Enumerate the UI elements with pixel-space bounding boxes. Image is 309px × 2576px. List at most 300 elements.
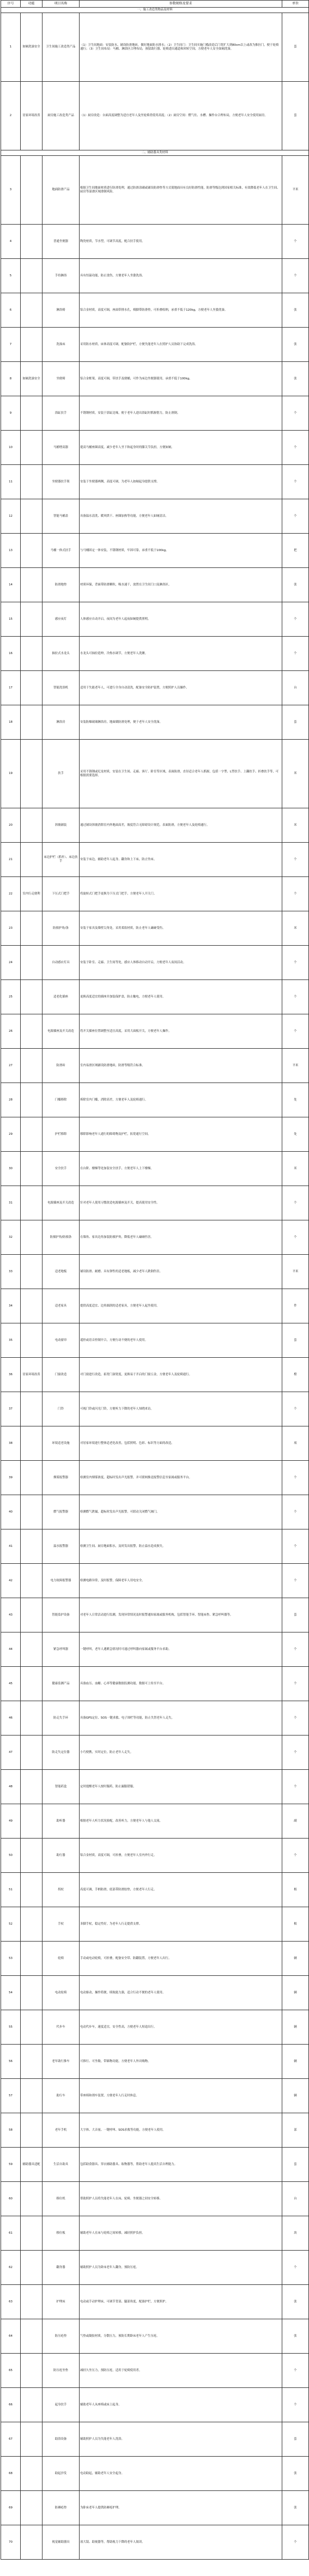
- row-item-name: 淋浴椅: [43, 293, 80, 328]
- row-number: 55: [1, 2010, 21, 2045]
- row-item-name: 电源插座及开关改造: [43, 1014, 80, 1049]
- row-number: 23: [1, 911, 21, 946]
- row-function: [21, 1736, 43, 1770]
- row-function: [21, 671, 43, 705]
- row-spec: 对老年人日常活动进行监测，发现异常情况及时报警通知家属或服务机构，包括智能手环、智能床垫、紧急呼叫器等。: [80, 1598, 282, 1632]
- row-unit: 平米: [282, 156, 309, 225]
- row-number: 48: [1, 1770, 21, 1804]
- row-unit: 副: [282, 1804, 309, 1839]
- section-label: 一、施工改造类物品及材料: [1, 8, 309, 13]
- row-spec: 检测燃气泄漏，超标时发出声光报警，可联动关闭燃气阀门。: [80, 1495, 282, 1529]
- row-spec: 为卧床老年人提供防褥疮护理。: [80, 2491, 282, 2525]
- row-spec: 电动助起，辅助老年人安全起身。: [80, 2457, 282, 2491]
- row-function: [21, 2319, 43, 2354]
- table-row: [1, 1255, 309, 1289]
- row-unit: 套: [282, 1323, 309, 1358]
- table-row: [1, 1152, 309, 1186]
- row-item-name: 助浴设备: [43, 2422, 80, 2457]
- row-function: [21, 293, 43, 328]
- row-spec: 辅助老年人从座椅或床上起身。: [80, 2388, 282, 2422]
- row-item-name: 智能监护设备: [43, 1598, 80, 1632]
- row-item-name: 门铃: [43, 1392, 80, 1426]
- row-number: 51: [1, 1873, 21, 1907]
- row-spec: 可视门铃或闪光门铃，方便听力下降的老年人知晓来访。: [80, 1392, 282, 1426]
- table-row: [1, 2285, 309, 2319]
- table-row: [1, 1495, 309, 1529]
- row-item-name: 防压疮垫: [43, 2319, 80, 2354]
- row-function: [21, 1255, 43, 1289]
- row-number: 62: [1, 2251, 21, 2285]
- row-spec: 室内易滑区域铺设防滑地砖，防滑等级符合标准。: [80, 1049, 282, 1083]
- row-spec: 检测电路异常，及时报警，保障老年人用电安全。: [80, 1564, 282, 1598]
- row-spec: 在墙角、家具边角加装防撞护角，降低老年人磕碰伤害。: [80, 1220, 282, 1255]
- row-number: 1: [1, 13, 21, 82]
- row-spec: 不锈钢材质，安装于浴缸边缘，便于老年人进出浴缸时抓握借力，防止滑倒。: [80, 396, 282, 431]
- row-item-name: 洗澡床: [43, 328, 80, 362]
- row-spec: 具备温水清洗、暖风烘干、座圈加热等功能，方便老年人如厕清洁。: [80, 499, 282, 534]
- row-function: [21, 1667, 43, 1701]
- table-row: [1, 1632, 309, 1667]
- row-function: [21, 2079, 43, 2113]
- row-number: 52: [1, 1907, 21, 1942]
- table-row: [1, 1976, 309, 2010]
- row-spec: 可推行、可坐歇，带储物功能，方便老年人外出购物。: [80, 2045, 282, 2079]
- row-item-name: 防压疮坐垫: [43, 2354, 80, 2388]
- row-spec: 在台阶、楼梯等处加装安全扶手，方便老年人上下楼梯。: [80, 1152, 282, 1186]
- row-number: 35: [1, 1323, 21, 1358]
- table-row: [1, 1667, 309, 1701]
- table-row: [1, 2422, 309, 2457]
- row-function: [21, 2010, 43, 2045]
- row-function: [21, 1942, 43, 1976]
- table-row: [1, 911, 309, 946]
- row-spec: 对居家环境进行整体适老化改善，包括照明、色彩、标识等方面的改造。: [80, 1426, 282, 1461]
- row-function: [21, 1701, 43, 1736]
- row-number: 68: [1, 2457, 21, 2491]
- row-number: 26: [1, 1014, 21, 1049]
- row-item-name: 智能洗浴机: [43, 671, 80, 705]
- table-row: [1, 1358, 309, 1392]
- row-function: [21, 980, 43, 1014]
- row-item-name: 移位机: [43, 2182, 80, 2216]
- row-unit: 个: [282, 465, 309, 499]
- row-function: [21, 2388, 43, 2422]
- row-item-name: 老年手机: [43, 2113, 80, 2148]
- table-row: [1, 499, 309, 534]
- row-unit: 个: [282, 1564, 309, 1598]
- row-unit: 项: [282, 1426, 309, 1461]
- table-row: [1, 2010, 309, 2045]
- row-item-name: 斜坡铺装: [43, 808, 80, 843]
- row-item-name: 厨房施工改造类产品: [43, 82, 80, 150]
- header-spec: 参数规格及要求: [80, 1, 282, 8]
- row-number: 39: [1, 1461, 21, 1495]
- header-unit: 单位: [282, 1, 309, 8]
- row-function: [21, 1529, 43, 1564]
- row-function: [21, 1186, 43, 1220]
- row-spec: 移除影响老年人通行的障碍物及护栏，拓宽通行空间。: [80, 1117, 282, 1152]
- row-spec: 陶瓷材质，节水型，可调节高度，配合扶手使用。: [80, 225, 282, 259]
- row-unit: 张: [282, 293, 309, 328]
- row-spec: 与马桶固定一体安装，不锈钢材质，牢固可靠，承重不低于100kg。: [80, 534, 282, 568]
- row-spec: 电动或手动护理床，可调节背部、腿部角度，配备护栏，方便照护。: [80, 2285, 282, 2319]
- row-unit: 个: [282, 2354, 309, 2388]
- row-unit: 辆: [282, 2079, 309, 2113]
- row-function: [21, 1083, 43, 1117]
- table-row: [1, 808, 309, 843]
- row-item-name: 防滑地垫: [43, 568, 80, 602]
- row-unit: 米: [282, 740, 309, 808]
- row-spec: 根据卫生间地面材质进行防滑处理，通过防滑涂刷或铺设防滑垫等方式使地面具有良好防滑性能，防滑等级达到国家相关标准，有效降低老年人在卫生间、厨房等湿滑区域滑倒风险。: [80, 156, 282, 225]
- row-item-name: 助起沙发: [43, 2457, 80, 2491]
- row-number: 9: [1, 396, 21, 431]
- row-number: 70: [1, 2525, 21, 2560]
- row-unit: 个: [282, 877, 309, 911]
- row-unit: 樘: [282, 1358, 309, 1392]
- row-item-name: 门窗改造: [43, 1358, 80, 1392]
- row-function: [21, 1049, 43, 1083]
- row-number: 33: [1, 1255, 21, 1289]
- table-row: [1, 1770, 309, 1804]
- row-spec: 带座椅和刹车装置，方便老年人行走时休息。: [80, 2079, 282, 2113]
- row-number: 13: [1, 534, 21, 568]
- row-item-name: 防走失定位器: [43, 1736, 80, 1770]
- row-unit: 根: [282, 1873, 309, 1907]
- table-row: [1, 2148, 309, 2182]
- row-number: 2: [1, 82, 21, 150]
- row-spec: 检测室内烟雾浓度，超标时发出声光报警，并可联网推送报警信息至家属或服务平台。: [80, 1461, 282, 1495]
- row-spec: 大字体、大音量、一键呼叫、SOS求救等功能，方便老年人使用。: [80, 2113, 282, 2148]
- row-unit: 处: [282, 1083, 309, 1117]
- row-function: [21, 2113, 43, 2148]
- row-number: 32: [1, 1220, 21, 1255]
- row-spec: 遥控或语音控制开合，方便行动不便的老年人使用。: [80, 1323, 282, 1358]
- row-spec: 电动代步车，速度适宜，安全性高，方便老年人短途出行。: [80, 2010, 282, 2045]
- row-item-name: 智能马桶盖: [43, 499, 80, 534]
- row-item-name: 防撞护角/防撞条: [43, 1220, 80, 1255]
- row-spec: 铝合金框架，高度可调，带扶手及便桶，可作为床边坐便器使用，承重不低于100kg。: [80, 362, 282, 396]
- row-number: 59: [1, 2148, 21, 2182]
- table-row: [1, 1289, 309, 1323]
- row-number: 44: [1, 1632, 21, 1667]
- row-unit: 平米: [282, 1255, 309, 1289]
- row-item-name: 坐便器扶手架: [43, 465, 80, 499]
- row-unit: 张: [282, 362, 309, 396]
- row-spec: 辅助照护人员为失能老年人洗浴。: [80, 2422, 282, 2457]
- row-item-name: 扶手: [43, 740, 80, 808]
- table-row: [1, 2216, 309, 2251]
- row-unit: 处: [282, 1117, 309, 1152]
- row-spec: 电动驱动，操作简便，续航能力强，适合行动不便的老年人使用。: [80, 1976, 282, 2010]
- row-spec: 放大镜、助视器等，帮助视力下降的老年人阅读。: [80, 2525, 282, 2560]
- row-spec: 具备GPS定位、SOS一键求救、电子围栏等功能，防止失智老年人走失。: [80, 1701, 282, 1736]
- table-row: [1, 1083, 309, 1117]
- table-row: [1, 13, 309, 82]
- row-spec: 检测卫生间、厨房地面积水，及时发出报警，防止溢水造成损失。: [80, 1529, 282, 1564]
- row-spec: 具有恒温功能，防止烫伤，方便老年人坐姿洗浴。: [80, 259, 282, 293]
- table-row: [1, 1529, 309, 1564]
- row-item-name: 助行器: [43, 1839, 80, 1873]
- row-number: 28: [1, 1083, 21, 1117]
- row-unit: 个: [282, 1186, 309, 1220]
- row-unit: 个: [282, 1461, 309, 1495]
- row-unit: 个: [282, 2525, 309, 2560]
- row-spec: 安装于卧室、走廊、卫生间等处，感应人体移动自动开启，方便老年人夜间活动。: [80, 946, 282, 980]
- table-row: [1, 465, 309, 499]
- table-row: [1, 2182, 309, 2216]
- section-row: [1, 150, 309, 156]
- row-item-name: 护栏移除: [43, 1117, 80, 1152]
- row-number: 18: [1, 705, 21, 740]
- row-number: 36: [1, 1358, 21, 1392]
- row-item-name: 智能药盒: [43, 1770, 80, 1804]
- table-row: [1, 602, 309, 637]
- row-function: [21, 225, 43, 259]
- row-item-name: 浴缸扶手: [43, 396, 80, 431]
- row-spec: 高度可调，手柄防滑，底部带防滑胶垫，方便老年人行走。: [80, 1873, 282, 1907]
- table-row: [1, 2079, 309, 2113]
- row-item-name: 适老化插座: [43, 980, 80, 1014]
- row-spec: 安装于家具及墙壁尖角处，采用柔软材质，防止老年人磕碰受伤。: [80, 911, 282, 946]
- table-row: [1, 2251, 309, 2285]
- row-function: [21, 568, 43, 602]
- row-number: 8: [1, 362, 21, 396]
- table-row: [1, 1839, 309, 1873]
- row-item-name: 手持淋浴: [43, 259, 80, 293]
- row-unit: 个: [282, 843, 309, 877]
- table-body: [1, 8, 309, 2560]
- row-spec: 小巧便携，实时定位，防止老年人走失。: [80, 1736, 282, 1770]
- row-number: 30: [1, 1152, 21, 1186]
- row-number: 3: [1, 156, 21, 225]
- row-spec: 根据老年人听力状况验配，改善听力，方便老年人与他人交流。: [80, 1804, 282, 1839]
- row-unit: 张: [282, 2285, 309, 2319]
- table-row: [1, 877, 309, 911]
- row-unit: 套: [282, 705, 309, 740]
- row-unit: 个: [282, 396, 309, 431]
- row-function: [21, 465, 43, 499]
- row-item-name: 拐杖: [43, 1873, 80, 1907]
- table-row: [1, 328, 309, 362]
- table-row: [1, 82, 309, 150]
- row-number: 46: [1, 1701, 21, 1736]
- row-function: [21, 602, 43, 637]
- row-spec: 一键呼叫，老年人遇紧急情况时可通过呼叫器向家属或服务平台求助。: [80, 1632, 282, 1667]
- row-function: [21, 1564, 43, 1598]
- row-unit: 辆: [282, 1942, 309, 1976]
- row-function: [21, 1804, 43, 1839]
- row-number: 43: [1, 1598, 21, 1632]
- table-row: [1, 2354, 309, 2388]
- row-spec: 具备血压、血糖、心率等健康数据监测功能，数据可上传至平台。: [80, 1667, 282, 1701]
- row-function: [21, 705, 43, 740]
- row-spec: 手动或电动轮椅，可折叠，配备安全带、防翻装置，方便老年人出行。: [80, 1942, 282, 1976]
- table-row: [1, 1426, 309, 1461]
- row-number: 6: [1, 293, 21, 328]
- row-spec: 铝合金材质，高度可调，可折叠，方便老年人室内外行走。: [80, 1839, 282, 1873]
- row-spec: 提供高度适宜、边角圆润的适老家具，方便老年人起坐使用。: [80, 1289, 282, 1323]
- row-function: [21, 911, 43, 946]
- row-item-name: 翻身器: [43, 2251, 80, 2285]
- row-number: 42: [1, 1564, 21, 1598]
- table-row: [1, 1014, 309, 1049]
- row-item-name: 视觉辅助器具: [43, 2525, 80, 2560]
- row-item-name: 助行车: [43, 2079, 80, 2113]
- table-row: [1, 1323, 309, 1358]
- header-row: [1, 1, 309, 8]
- row-function: [21, 156, 43, 225]
- row-unit: 个: [282, 2251, 309, 2285]
- row-unit: 个: [282, 1701, 309, 1736]
- spec-table: [1, 0, 309, 2560]
- row-unit: 平米: [282, 1049, 309, 1083]
- row-number: 53: [1, 1942, 21, 1976]
- row-unit: 部: [282, 2113, 309, 2148]
- table-row: [1, 1701, 309, 1736]
- row-number: 45: [1, 1667, 21, 1701]
- table-row: [1, 362, 309, 396]
- row-spec: 针对老年人使用习惯改造电源插座及开关，提高使用安全性。: [80, 1186, 282, 1220]
- row-function: [21, 259, 43, 293]
- row-number: 22: [1, 877, 21, 911]
- row-number: 50: [1, 1839, 21, 1873]
- row-item-name: 防走失手环: [43, 1701, 80, 1736]
- row-item-name: 防撞护角/条: [43, 911, 80, 946]
- row-number: 38: [1, 1426, 21, 1461]
- row-unit: 套: [282, 2148, 309, 2182]
- table-row: [1, 705, 309, 740]
- row-function: [21, 1873, 43, 1907]
- row-item-name: 手杖: [43, 1907, 80, 1942]
- row-number: 31: [1, 1186, 21, 1220]
- table-row: [1, 293, 309, 328]
- row-unit: 把: [282, 534, 309, 568]
- row-item-name: 感应夜灯: [43, 602, 80, 637]
- row-number: 25: [1, 980, 21, 1014]
- table-row: [1, 1049, 309, 1083]
- row-number: 34: [1, 1289, 21, 1323]
- row-unit: 个: [282, 602, 309, 637]
- row-number: 19: [1, 740, 21, 808]
- row-spec: 减轻久坐压力，预防压疮，适用于轮椅使用者。: [80, 2354, 282, 2388]
- row-function: 居家环境改善: [21, 1358, 43, 1392]
- row-item-name: 生活自助具: [43, 2148, 80, 2182]
- row-spec: 辅助老年人在床与轮椅之间转移，减轻照护负担。: [80, 2216, 282, 2251]
- row-item-name: 门槛移除: [43, 1083, 80, 1117]
- row-function: [21, 1117, 43, 1152]
- row-number: 41: [1, 1529, 21, 1564]
- row-function: [21, 1770, 43, 1804]
- section-label: 二、辅助器具类材料: [1, 150, 309, 156]
- row-spec: 水龙头可抽拉延伸，冷热水调节，方便老年人洗漱。: [80, 637, 282, 671]
- row-function: [21, 1495, 43, 1529]
- row-number: 65: [1, 2354, 21, 2388]
- row-spec: 采用防水材质，床体高度可调，配备防护栏，方便失能老年人在照护人员协助下完成洗浴。: [80, 328, 282, 362]
- row-function: [21, 1392, 43, 1426]
- row-item-name: 普通坐便器: [43, 225, 80, 259]
- row-function: [21, 1976, 43, 2010]
- row-item-name: 电力故障报警器: [43, 1564, 80, 1598]
- row-number: 54: [1, 1976, 21, 2010]
- table-row: [1, 1942, 309, 1976]
- row-function: [21, 1598, 43, 1632]
- row-item-name: 防褥疮垫: [43, 2491, 80, 2525]
- row-function: [21, 1220, 43, 1255]
- row-spec: （1）厨房改造：台面高度调整为适宜老年人及坐轮椅者使用高度；（2）厨房空间：燃气灶、水槽、操作台合理布局，方便老年人安全使用厨房。: [80, 82, 282, 150]
- row-item-name: 马桶增高器: [43, 431, 80, 465]
- table-row: [1, 431, 309, 465]
- row-function: [21, 2457, 43, 2491]
- row-item-name: 安全扶手: [43, 1152, 80, 1186]
- row-spec: 定时提醒老年人按时服药，防止漏服错服。: [80, 1770, 282, 1804]
- row-number: 61: [1, 2216, 21, 2251]
- row-unit: 个: [282, 1220, 309, 1255]
- row-number: 21: [1, 843, 21, 877]
- row-function: [21, 328, 43, 362]
- row-item-name: 床边护栏（抓杆）、床边扶手: [43, 843, 80, 877]
- row-function: [21, 2491, 43, 2525]
- row-number: 27: [1, 1049, 21, 1083]
- row-function: [21, 808, 43, 843]
- row-spec: 安装于床边，辅助老年人起身、翻身和上下床，防止坠床。: [80, 843, 282, 877]
- row-item-name: 移位板: [43, 2216, 80, 2251]
- header-no: 序号: [1, 1, 21, 8]
- row-unit: 个: [282, 1667, 309, 1701]
- row-item-name: 起身扶手: [43, 2388, 80, 2422]
- row-function: 如厕洗澡安全: [21, 362, 43, 396]
- row-unit: 套: [282, 2422, 309, 2457]
- row-unit: 个: [282, 431, 309, 465]
- row-spec: 安装防爆玻璃淋浴房，地面做防滑处理，便于老年人安全洗澡。: [80, 705, 282, 740]
- row-item-name: 电动轮椅: [43, 1976, 80, 2010]
- row-unit: 米: [282, 911, 309, 946]
- row-item-name: 抽拉式水龙头: [43, 637, 80, 671]
- table-row: [1, 396, 309, 431]
- row-item-name: 电动窗帘: [43, 1323, 80, 1358]
- row-item-name: 下压式门把手: [43, 877, 80, 911]
- row-unit: 个: [282, 637, 309, 671]
- row-unit: 个: [282, 1014, 309, 1049]
- header-item-name: 项目名称: [43, 1, 80, 8]
- row-function: [21, 1426, 43, 1461]
- row-number: 15: [1, 602, 21, 637]
- row-item-name: 电源插座及开关改造: [43, 1186, 80, 1220]
- row-function: [21, 2422, 43, 2457]
- row-number: 56: [1, 2045, 21, 2079]
- row-unit: 个: [282, 259, 309, 293]
- row-number: 29: [1, 1117, 21, 1152]
- row-unit: 个: [282, 1529, 309, 1564]
- row-spec: （1）卫生间地面：安装防水、铺设防滑地砖，做好地面防水排水；（2）卫生间门：卫生间实施门槛改造后门宽扩大到80cm以上或改为推拉门，便于轮椅通行；（3）卫生间布局：马桶、淋浴区合理布局，预留助行器、轮椅进出通道和回转空间，方便老年人安全如厕洗澡。: [80, 13, 282, 82]
- row-unit: 个: [282, 1495, 309, 1529]
- row-function: [21, 946, 43, 980]
- table-row: [1, 740, 309, 808]
- row-spec: 提高马桶座圈高度，减少老年人坐下和起身时的膝关节负担，方便如厕。: [80, 431, 282, 465]
- row-unit: 张: [282, 2457, 309, 2491]
- row-spec: 材质环保，背面带防滑颗粒，吸水速干，放置在卫生间门口及淋浴区。: [80, 568, 282, 602]
- row-number: 16: [1, 637, 21, 671]
- row-spec: 辅助照护人员为卧床老年人翻身，预防压疮。: [80, 2251, 282, 2285]
- row-number: 64: [1, 2319, 21, 2354]
- row-number: 66: [1, 2388, 21, 2422]
- row-function: 室内行走便利: [21, 877, 43, 911]
- row-unit: 米: [282, 1152, 309, 1186]
- row-number: 12: [1, 499, 21, 534]
- row-unit: 根: [282, 1907, 309, 1942]
- row-spec: 帮助照护人员将失能老年人在床、轮椅、坐便器之间安全转移。: [80, 2182, 282, 2216]
- section-row: [1, 8, 309, 13]
- row-unit: 个: [282, 946, 309, 980]
